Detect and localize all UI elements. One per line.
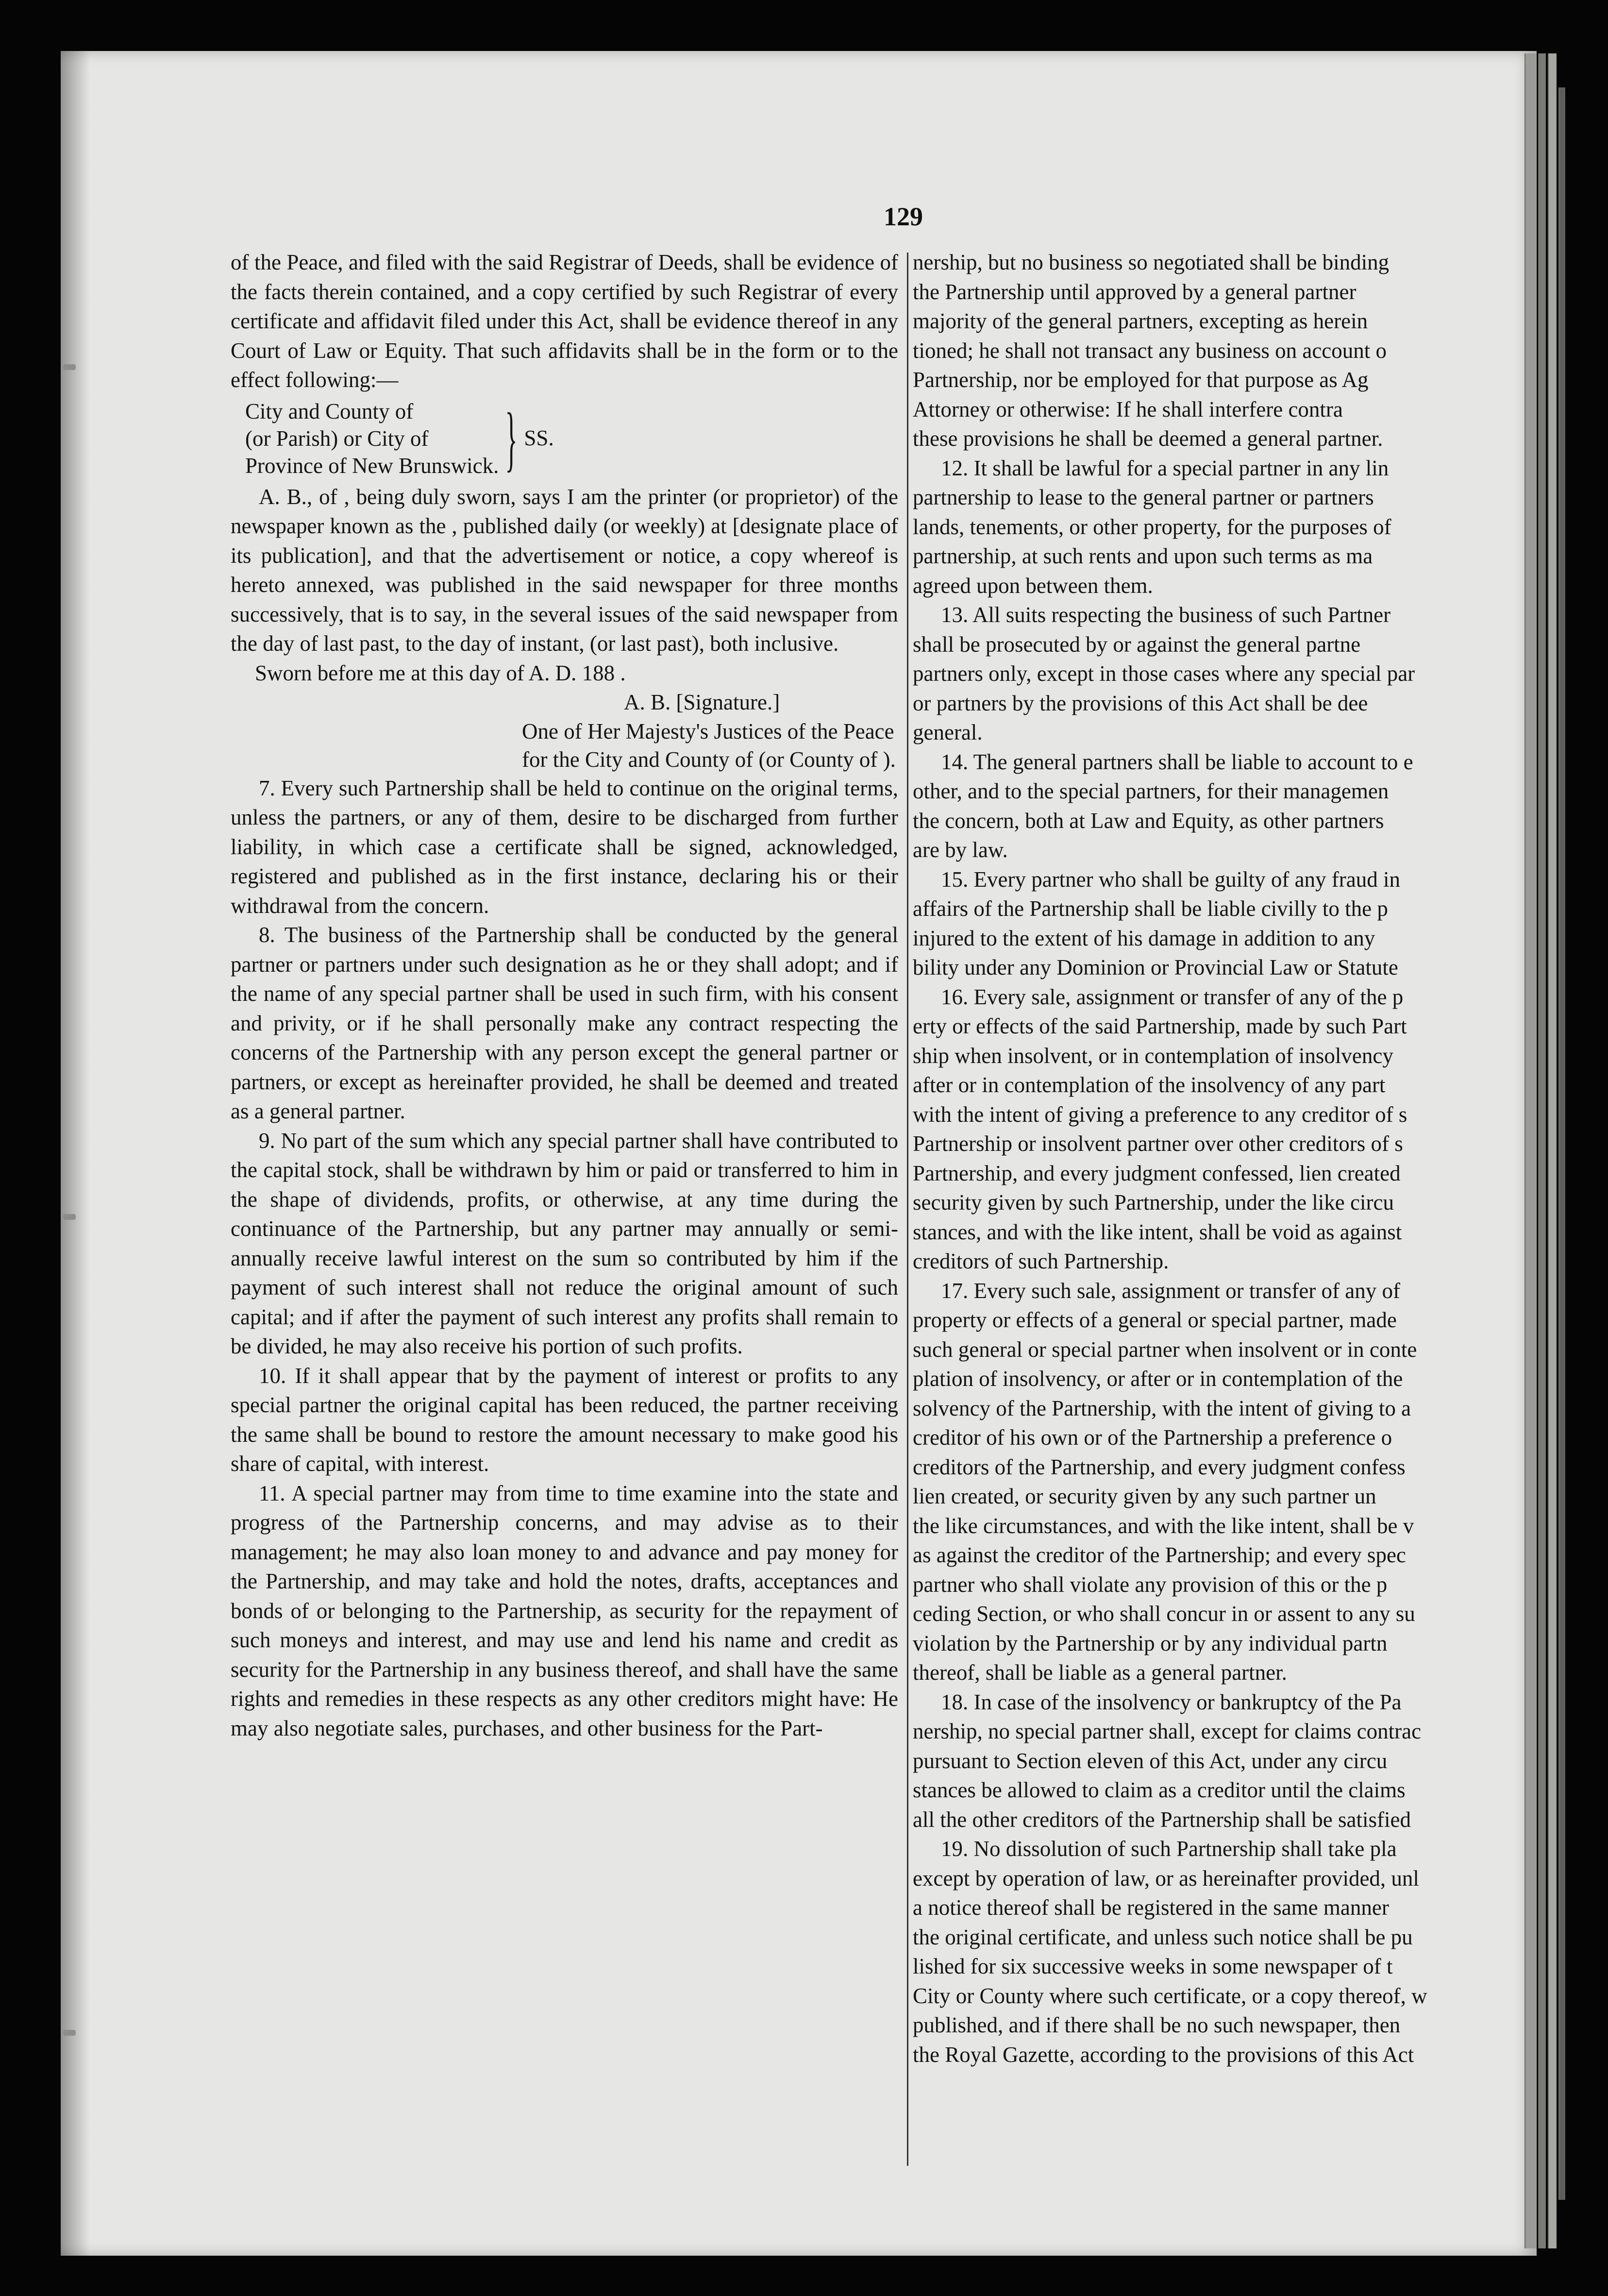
section-19: 19. No dissolution of such Partnership shall take pla [941,1837,1397,1861]
text-line: partnership, at such rents and upon such terms as ma [913,544,1373,568]
text-line: the Royal Gazette, according to the provisions of this Act [913,2042,1414,2067]
text-line: tioned; he shall not transact any business on account o [913,338,1387,363]
text-line: partnership to lease to the general partner or partners [913,485,1374,509]
text-line: with the intent of giving a preference to any creditor of s [913,1102,1407,1127]
section-16: 16. Every sale, assignment or transfer of any of the p [941,984,1404,1009]
binding-mark [63,1214,76,1220]
text-line: stances be allowed to claim as a creditor until the claims [913,1778,1406,1802]
text-line: thereof, shall be liable as a general partner. [913,1660,1287,1685]
section-18: 18. In case of the insolvency or bankruptcy of the Pa [941,1689,1402,1714]
section-14: 14. The general partners shall be liable to account to e [941,749,1413,774]
text-line: shall be prosecuted by or against the general partne [913,632,1361,657]
text-line: creditors of such Partnership. [913,1249,1169,1273]
venue-line: Province of New Brunswick. [245,453,499,478]
text-line: except by operation of law, or as hereinafter provided, unl [913,1866,1419,1891]
paragraph-continuation: of the Peace, and filed with the said Registrar of Deeds, shall be evidence of the facts therein contained, and a copy certified by such Registrar of every certificate and affidavit filed under this Act, shall be evidence thereof in any Court of Law or Equity. That such affidavits shall be in the form or to the effect following:— [231,250,898,392]
sworn-line: Sworn before me at this day of A. D. 188 . [255,660,626,685]
page-edge-stack [1538,53,1546,2248]
brace-symbol: } [505,398,518,479]
section-7: 7. Every such Partnership shall be held to continue on the original terms, unless the partners, or any of them, desire to be discharged from further liability, in which case a certificate shall be signed, acknowledged, registered and published as in the first instance, declaring his or their withdrawal from the concern. [231,776,898,918]
text-line: Partnership, nor be employed for that purpose as Ag [913,368,1369,392]
column-divider [907,253,908,2166]
text-line: erty or effects of the said Partnership, made by such Part [913,1014,1407,1038]
venue-line: (or Parish) or City of [245,426,429,451]
section-9: 9. No part of the sum which any special partner shall have contributed to the capital stock, shall be withdrawn by him or paid or transferred to him in the shape of dividends, profits, or otherwise, at any time during the continuance of the Partnership, but any partner may annually or semi-annually receive lawful interest on the sum so contributed by him if the payment of such interest shall not reduce the original amount of such capital; and if after the payment of such interest any profits shall remain to be divided, he may also receive his portion of such profits. [231,1128,898,1358]
text-line: ceding Section, or who shall concur in or assent to any su [913,1602,1415,1626]
text-line: City or County where such certificate, or a copy thereof, w [913,1983,1427,2008]
text-line: lien created, or security given by any such partner un [913,1484,1376,1508]
text-line: after or in contemplation of the insolvency of any part [913,1073,1386,1097]
text-line: all the other creditors of the Partnership shall be satisfied [913,1807,1411,1832]
text-line: partners only, except in those cases where any special par [913,661,1415,686]
binding-mark [63,2030,76,2036]
text-line: Attorney or otherwise: If he shall interfere contra [913,397,1343,422]
text-line: are by law. [913,838,1008,862]
text-line: creditors of the Partnership, and every judgment confess [913,1454,1406,1479]
text-line: plation of insolvency, or after or in contemplation of the [913,1367,1403,1391]
section-8: 8. The business of the Partnership shall be conducted by the general partner or partners under such designation as he or they shall adopt; and if the name of any special partner shall be used in such firm, with his consent and privity, or if he shall personally make any contract respecting the concerns of the Partnership with any person except the general partner or partners, or except as hereinafter provided, he shall be deemed and treated as a general partner. [231,923,898,1123]
text-line: bility under any Dominion or Provincial Law or Statute [913,955,1398,979]
section-17: 17. Every such sale, assignment or transfer of any of [941,1278,1400,1303]
text-line: such general or special partner when insolvent or in conte [913,1337,1417,1362]
text-line: violation by the Partnership or by any individual partn [913,1631,1388,1655]
text-line: Partnership or insolvent partner over other creditors of s [913,1131,1403,1156]
text-line: the concern, both at Law and Equity, as other partners [913,808,1384,833]
section-11: 11. A special partner may from time to time examine into the state and progress of the Partnership concerns, and may advise as to their management; he may also loan money to and advance and pay money for the Partnership, and may take and hold the notes, drafts, acceptances and bonds of or belonging to the Partnership, as security for the repayment of such moneys and interest, and may use and lend his name and credit as security for the Partnership in any business thereof, and shall have the same rights and remedies in these respects as any other creditors might have: He may also negotiate sales, purchases, and other business for the Part- [231,1481,898,1740]
page-number: 129 [884,202,923,231]
text-line: agreed upon between them. [913,573,1153,598]
venue-ss: SS. [524,426,554,451]
affidavit-text: A. B., of , being duly sworn, says I am the printer (or proprietor) of the newspaper known as the , published daily (or weekly) at [designate place of its publication], and that the advertisement or notice, a copy whereof is hereto annexed, was published in the said newspaper for three months successively, that is to say, in the several issues of the said newspaper from the day of last past, to the day of instant, (or last past), both inclusive. [231,484,898,656]
section-13: 13. All suits respecting the business of such Partner [941,603,1391,627]
signature-line: A. B. [Signature.] [624,690,780,714]
text-line: published, and if there shall be no such newspaper, then [913,2013,1401,2037]
text-line: the original certificate, and unless such notice shall be pu [913,1925,1413,1949]
left-column [231,248,898,1743]
text-line: nership, but no business so negotiated shall be binding [913,250,1390,274]
text-line: or partners by the provisions of this Act shall be dee [913,691,1368,715]
justice-line: One of Her Majesty's Justices of the Peace for the City and County of (or County of ). [522,719,896,772]
page-edge-stack [1558,87,1565,2200]
text-line: ship when insolvent, or in contemplation of insolvency [913,1043,1393,1068]
gutter-shadow [61,51,90,2256]
section-10: 10. If it shall appear that by the payment of interest or profits to any special partner the original capital has been reduced, the partner receiving the same shall be bound to restore the amount necessary to make good his share of capital, with interest. [231,1363,898,1476]
text-line: the like circumstances, and with the like intent, shall be v [913,1513,1414,1538]
text-line: nership, no special partner shall, except for claims contrac [913,1719,1422,1743]
text-line: property or effects of a general or special partner, made [913,1308,1397,1332]
text-line: general. [913,720,983,744]
text-line: a notice thereof shall be registered in the same manner [913,1895,1389,1920]
text-line: majority of the general partners, excepting as herein [913,309,1368,333]
page-edge-stack [1548,53,1557,2248]
right-column [913,248,1527,2069]
binding-mark [63,364,76,370]
venue-line: City and County of [245,399,414,423]
text-line: security given by such Partnership, under the like circu [913,1190,1394,1215]
text-line: lands, tenements, or other property, for the purposes of [913,514,1391,539]
section-12: 12. It shall be lawful for a special partner in any lin [941,456,1389,480]
text-line: pursuant to Section eleven of this Act, under any circu [913,1748,1388,1773]
text-line: the Partnership until approved by a general partner [913,279,1357,304]
text-line: injured to the extent of his damage in addition to any [913,926,1375,950]
text-line: affairs of the Partnership shall be liable civilly to the p [913,896,1388,921]
text-line: stances, and with the like intent, shall be void as against [913,1219,1402,1244]
text-line: as against the creditor of the Partnership; and every spec [913,1543,1406,1567]
text-line: partner who shall violate any provision of this or the p [913,1572,1388,1597]
text-line: creditor of his own or of the Partnership a preference o [913,1425,1392,1450]
text-line: lished for six successive weeks in some newspaper of t [913,1954,1393,1978]
text-line: solvency of the Partnership, with the intent of giving to a [913,1396,1411,1420]
venue-block [245,398,898,479]
text-line: Partnership, and every judgment confessed, lien created [913,1161,1401,1185]
section-15: 15. Every partner who shall be guilty of any fraud in [941,867,1400,892]
text-line: other, and to the special partners, for their managemen [913,779,1389,803]
text-line: these provisions he shall be deemed a general partner. [913,426,1383,451]
